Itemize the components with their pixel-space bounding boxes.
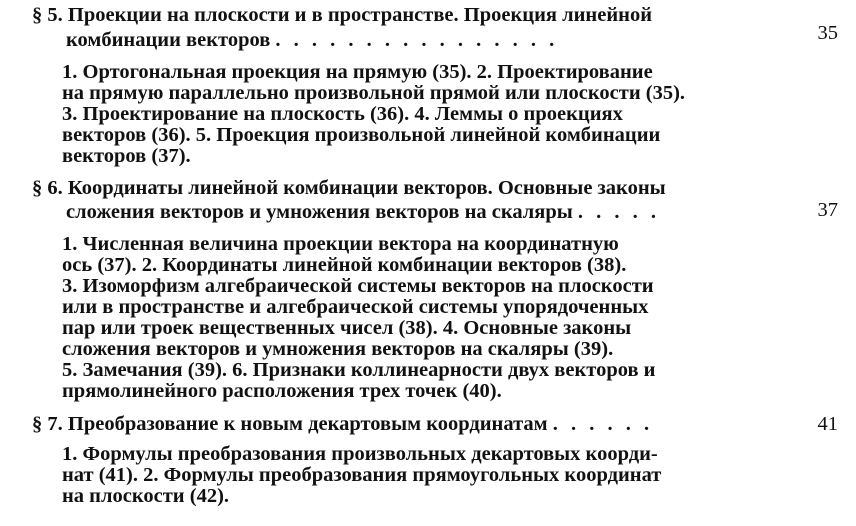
section-6-title-line2	[66, 200, 660, 224]
section-6-body-line-7: 5. Замечания (39). 6. Признаки коллинеарности двух векторов и	[62, 359, 656, 381]
section-5-title-text-2: комбинации векторов	[66, 29, 271, 51]
section-5-body-line-4: векторов (36). 5. Проекция произвольной линейной комбинации	[62, 124, 661, 146]
section-6-title-text-2: сложения векторов и умножения векторов на скаляры	[66, 201, 573, 223]
section-6-body-line-8: прямолинейного расположения трех точек (40).	[62, 380, 502, 402]
section-6-body-line-6: сложения векторов и умножения векторов на скаляры (39).	[62, 338, 614, 360]
section-5-body-line-2: на прямую параллельно произвольной прямой или плоскости (35).	[62, 82, 686, 104]
section-6-leader-dots: . . . . .	[577, 201, 661, 223]
section-5-body-line-5: векторов (37).	[62, 145, 191, 167]
section-5-title-text-1: Проекции на плоскости и в пространстве. Проекция линейной	[67, 4, 653, 26]
section-5-mark: § 5.	[32, 4, 63, 26]
section-6-body-line-5: пар или троек вещественных чисел (38). 4. Основные законы	[62, 317, 632, 339]
section-5-title-line1	[32, 3, 652, 27]
section-7-body-line-2: нат (41). 2. Формулы преобразования прямоугольных координат	[62, 464, 662, 486]
section-6-body-line-3: 3. Изоморфизм алгебраической системы векторов на плоскости	[62, 275, 654, 297]
section-6-title-line1	[32, 176, 666, 200]
section-6-title-text-1: Координаты линейной комбинации векторов. Основные законы	[67, 177, 666, 199]
section-7-leader-dots: . . . . . .	[552, 413, 654, 435]
section-7-title-line1	[32, 412, 653, 436]
section-7-title-text-1: Преобразование к новым декартовым координатам	[67, 413, 548, 435]
section-5-body-line-3: 3. Проектирование на плоскость (36). 4. Леммы о проекциях	[62, 103, 623, 125]
section-7-body-line-1: 1. Формулы преобразования произвольных декартовых коорди-	[62, 443, 658, 465]
section-5-title-line2	[66, 28, 558, 52]
section-6-body-line-1: 1. Численная величина проекции вектора на координатную	[62, 233, 619, 255]
section-6-body-line-4: или в пространстве и алгебраической системы упорядоченных	[62, 296, 649, 318]
section-7-mark: § 7.	[32, 413, 63, 435]
section-6-page-number: 37	[817, 199, 838, 221]
section-7-body-line-3: на плоскости (42).	[62, 485, 230, 507]
section-6-mark: § 6.	[32, 177, 63, 199]
section-6-body-line-2: ось (37). 2. Координаты линейной комбинации векторов (38).	[62, 254, 627, 276]
section-5-body-line-1: 1. Ортогональная проекция на прямую (35). 2. Проектирование	[62, 61, 653, 83]
section-7-page-number: 41	[817, 413, 838, 435]
section-5-leader-dots: . . . . . . . . . . . . . . . .	[275, 29, 559, 51]
section-5-page-number: 35	[817, 22, 838, 44]
